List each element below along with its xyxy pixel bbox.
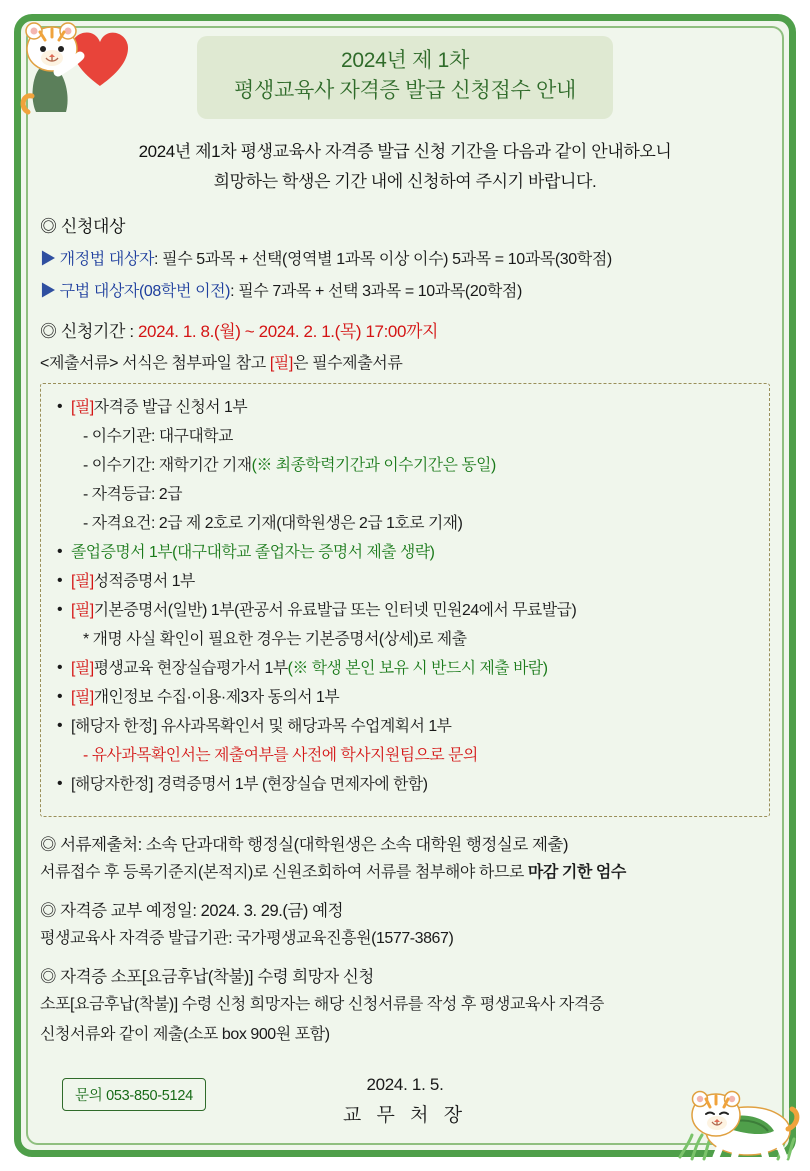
required-tag: [필] <box>71 689 94 707</box>
target-item-1 <box>40 246 770 269</box>
title-box <box>197 36 613 119</box>
intro-paragraph <box>40 137 770 197</box>
target-section <box>40 212 770 301</box>
required-tag: [필] <box>269 355 293 373</box>
required-tag: [필] <box>71 660 94 678</box>
target-item-2-label: 구법 대상자(08학번 이전) <box>59 283 231 301</box>
list-item-note: (※ 학생 본인 보유 시 반드시 제출 바람) <box>287 660 548 678</box>
required-tag: [필] <box>71 573 94 591</box>
target-item-1-label: 개정법 대상자 <box>59 251 155 269</box>
list-item <box>57 715 755 739</box>
issue-section <box>40 897 770 951</box>
list-subitem-text: - 이수기간: 재학기간 기재 <box>83 457 252 475</box>
intro-line-1: 2024년 제1차 평생교육사 자격증 발급 신청 기간을 다음과 같이 안내하오니 <box>138 141 672 161</box>
parcel-section <box>40 963 770 1047</box>
list-item <box>57 773 755 797</box>
submit-sub <box>40 861 770 885</box>
list-note: * 개명 사실 확인이 필요한 경우는 기본증명서(상세)로 제출 <box>83 631 467 649</box>
submit-deadline-emphasis: 마감 기한 엄수 <box>527 864 626 882</box>
target-heading: ◎ 신청대상 <box>40 217 126 237</box>
list-item-text: 자격증 발급 신청서 1부 <box>93 399 248 417</box>
period-label: ◎ 신청기간 : <box>40 322 138 342</box>
list-item-text: 경력증명서 1부 (현장실습 면제자에 한함) <box>152 776 428 794</box>
conditional-tag: [해당자한정] <box>71 776 153 794</box>
conditional-tag: [해당자 한정] <box>71 718 157 736</box>
title-line-1: 2024년 제 1차 <box>341 49 469 72</box>
parcel-sub-1: 소포[요금후납(착불)] 수령 신청 희망자는 해당 신청서류를 작성 후 평생교육사 자격증 <box>40 996 604 1014</box>
list-item-text: 평생교육 현장실습평가서 1부 <box>93 660 288 678</box>
issue-heading: ◎ 자격증 교부 예정일: 2024. 3. 29.(금) 예정 <box>40 902 344 921</box>
issue-sub: 평생교육사 자격증 발급기관: 국가평생교육진흥원(1577-3867) <box>40 930 454 948</box>
issue-date: 2024. 1. 5. <box>366 1075 444 1094</box>
content-area <box>40 36 770 1137</box>
parcel-heading: ◎ 자격증 소포[요금후납(착불)] 수령 희망자 신청 <box>40 968 374 987</box>
docs-note-post: 은 필수제출서류 <box>292 355 403 373</box>
list-item <box>57 396 755 420</box>
list-item <box>57 657 755 681</box>
signature-block <box>40 1075 770 1127</box>
list-item-text: 기본증명서(일반) 1부(관공서 유료발급 또는 인터넷 민원24에서 무료발급) <box>93 602 577 620</box>
document-list-box <box>40 383 770 817</box>
triangle-icon-2: ▶ <box>40 283 56 301</box>
list-item <box>57 570 755 594</box>
docs-note <box>40 350 770 373</box>
footer <box>40 1069 770 1139</box>
list-item <box>57 599 755 623</box>
list-item-text: 성적증명서 1부 <box>93 573 195 591</box>
submit-heading: ◎ 서류제출처: 소속 단과대학 행정실(대학원생은 소속 대학원 행정실로 제출) <box>40 836 569 855</box>
target-item-1-rest: : 필수 5과목 + 선택(영역별 1과목 이상 이수) 5과목 = 10과목(30학점) <box>154 251 612 269</box>
parcel-sub-2: 신청서류와 같이 제출(소포 box 900원 포함) <box>40 1026 330 1044</box>
list-subitem: - 자격등급: 2급 <box>83 486 183 504</box>
list-subitem-note: (※ 최종학력기간과 이수기간은 동일) <box>251 457 496 475</box>
title-line-2: 평생교육사 자격증 발급 신청접수 안내 <box>234 79 576 103</box>
list-item-text: 개인정보 수집·이용·제3자 동의서 1부 <box>93 689 340 707</box>
list-subitem <box>57 454 755 478</box>
list-subitem <box>57 744 755 768</box>
list-subitem-text: - 유사과목확인서는 제출여부를 사전에 학사지원팀으로 문의 <box>83 747 478 765</box>
tiger-mascot-icon <box>670 1073 800 1163</box>
required-tag: [필] <box>71 602 94 620</box>
list-subitem: - 자격요건: 2급 제 2호로 기재(대학원생은 2급 1호로 기재) <box>83 515 463 533</box>
contact-badge: 문의 053-850-5124 <box>62 1078 206 1111</box>
list-item <box>57 541 755 565</box>
target-item-2-rest: : 필수 7과목 + 선택 3과목 = 10과목(20학점) <box>230 283 522 301</box>
triangle-icon-1: ▶ <box>40 251 56 269</box>
docs-note-pre: <제출서류> 서식은 첨부파일 참고 <box>40 355 270 373</box>
list-subitem: - 이수기관: 대구대학교 <box>83 428 233 446</box>
signer-title: 교 무 처 장 <box>342 1105 468 1126</box>
period-section <box>40 317 770 342</box>
list-item-text: 졸업증명서 1부(대구대학교 졸업자는 증명서 제출 생략) <box>71 544 435 562</box>
target-item-2 <box>40 278 770 301</box>
submit-section <box>40 831 770 885</box>
intro-line-2: 희망하는 학생은 기간 내에 신청하여 주시기 바랍니다. <box>213 171 597 191</box>
submit-sub-pre: 서류접수 후 등록기준지(본적지)로 신원조회하여 서류를 첨부해야 하므로 <box>40 864 528 882</box>
list-item-text: 유사과목확인서 및 해당과목 수업계획서 1부 <box>156 718 452 736</box>
list-item <box>57 686 755 710</box>
required-tag: [필] <box>71 399 94 417</box>
period-value: 2024. 1. 8.(월) ~ 2024. 2. 1.(목) 17:00까지 <box>137 322 439 342</box>
